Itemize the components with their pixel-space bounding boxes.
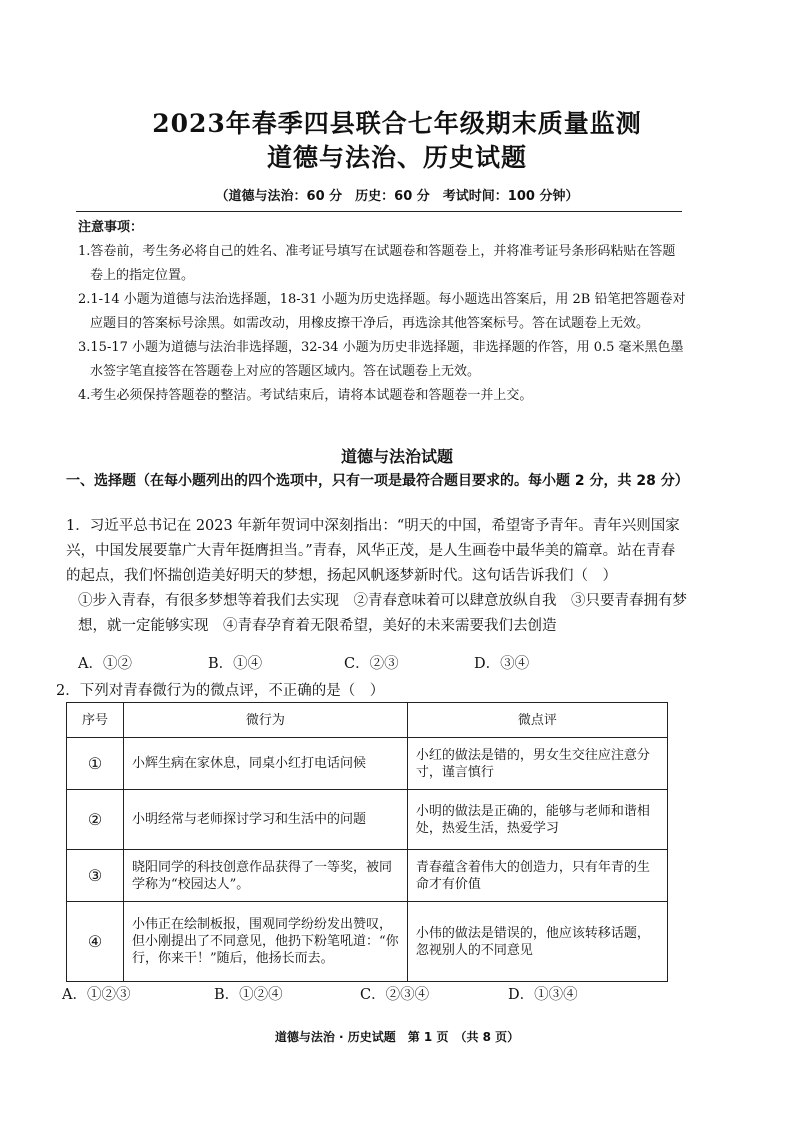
notes-block — [78, 216, 688, 408]
row-action: 小伟正在绘制板报，围观同学纷纷发出赞叹，但小刚提出了不同意见，他扔下粉笔吼道：“你行，你来干！”随后，他扬长而去。 — [124, 902, 408, 982]
header-num: 序号 — [67, 703, 124, 738]
q1-option-d[interactable]: D．③④ — [474, 656, 530, 672]
exam-title: 2023年春季四县联合七年级期末质量监测 — [152, 109, 642, 138]
row-action: 小明经常与老师探讨学习和生活中的问题 — [124, 790, 408, 850]
row-action: 晓阳同学的科技创意作品获得了一等奖，被同学称为“校园达人”。 — [124, 850, 408, 902]
row-num: ① — [67, 738, 124, 790]
table-row — [67, 790, 668, 850]
row-num: ② — [67, 790, 124, 850]
page-footer: 道德与法治 · 历史试题 第 1 页 （共 8 页） — [274, 1030, 520, 1044]
score-time-info: （道德与法治：60 分 历史：60 分 考试时间：100 分钟） — [215, 189, 579, 204]
note-item-3: 3.15-17 小题为道德与法治非选择题，32-34 小题为历史非选择题，非选择题的作答，用 0.5 毫米黑色墨水签字笔直接答在答题卷上对应的答题区域内。答在试题卷上无效。 — [78, 340, 684, 379]
row-action: 小辉生病在家休息，同桌小红打电话问候 — [124, 738, 408, 790]
note-item-4: 4.考生必须保持答题卷的整洁。考试结束后，请将本试题卷和答题卷一并上交。 — [78, 388, 533, 403]
question-1-statements: ①步入青春，有很多梦想等着我们去实现 ②青春意味着可以肆意放纵自我 ③只要青春拥有梦想，就一定能够实现 ④青春孕育着无限希望，美好的未来需要我们去创造 — [78, 593, 687, 634]
micro-behavior-table — [66, 702, 668, 982]
header-comment: 微点评 — [407, 703, 667, 738]
row-comment: 小明的做法是正确的，能够与老师和谐相处，热爱生活，热爱学习 — [407, 790, 667, 850]
q2-option-c[interactable]: C．②③④ — [360, 987, 430, 1003]
part-heading: 一、选择题（在每小题列出的四个选项中，只有一项是最符合题目要求的。每小题 2 分，共 28 分） — [66, 473, 689, 489]
row-comment: 小伟的做法是错误的，他应该转移话题，忽视别人的不同意见 — [407, 902, 667, 982]
question-1-stem: 1．习近平总书记在 2023 年新年贺词中深刻指出：“明天的中国，希望寄予青年。青年兴则国家兴，中国发展要靠广大青年挺膺担当。”青春，风华正茂，是人生画卷中最华美的篇章。站在青春的起点，我们怀揣创造美好明天的梦想，扬起风帆逐梦新时代。这句话告诉我们（ ） — [66, 518, 680, 584]
table-row — [67, 850, 668, 902]
notes-heading: 注意事项： — [78, 220, 144, 235]
exam-subtitle: 道德与法治、历史试题 — [266, 143, 527, 172]
question-1 — [66, 514, 688, 639]
q2-option-a[interactable]: A．①②③ — [62, 987, 131, 1003]
row-comment: 小红的做法是错的，男女生交往应注意分寸，谨言慎行 — [407, 738, 667, 790]
q2-option-b[interactable]: B．①②④ — [214, 987, 283, 1003]
header-divider — [76, 211, 682, 212]
table-row — [67, 738, 668, 790]
header-action: 微行为 — [124, 703, 408, 738]
row-comment: 青春蕴含着伟大的创造力，只有年青的生命才有价值 — [407, 850, 667, 902]
table-row — [67, 902, 668, 982]
question-2-stem: 2．下列对青春微行为的微点评，不正确的是（ ） — [56, 683, 385, 699]
row-num: ③ — [67, 850, 124, 902]
note-item-2: 2.1-14 小题为道德与法治选择题，18-31 小题为历史选择题。每小题选出答案后，用 2B 铅笔把答题卷对应题目的答案标号涂黑。如需改动，用橡皮擦干净后，再选涂其他答案标号。答在试题卷上无效。 — [78, 292, 686, 331]
table-header-row — [67, 703, 668, 738]
row-num: ④ — [67, 902, 124, 982]
q1-option-b[interactable]: B．①④ — [208, 656, 263, 672]
q2-option-d[interactable]: D．①③④ — [508, 987, 578, 1003]
section-title: 道德与法治试题 — [340, 447, 453, 466]
q1-option-c[interactable]: C．②③ — [344, 656, 399, 672]
note-item-1: 1.答卷前，考生务必将自己的姓名、准考证号填写在试题卷和答题卷上，并将准考证号条形码粘贴在答题卷上的指定位置。 — [78, 244, 676, 283]
q1-option-a[interactable]: A．①② — [78, 656, 132, 672]
